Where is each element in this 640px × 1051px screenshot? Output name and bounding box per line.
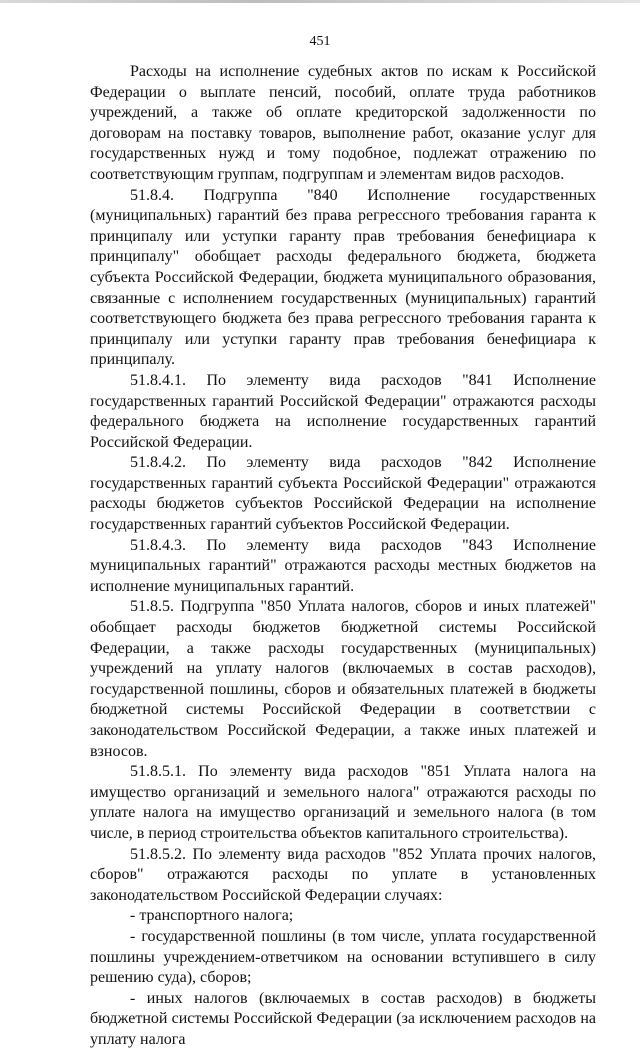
list-item-state-duty: - государственной пошлины (в том числе, уплата государственной пошлины учреждением-ответчиком на основании вступившего в силу решению суда), сборов;: [90, 927, 596, 987]
scan-top-edge: [0, 0, 640, 3]
paragraph-51-8-4: 51.8.4. Подгруппа "840 Исполнение государственных (муниципальных) гарантий без права регрессного требования гаранта к принципалу или уступки гаранту прав требования бенефициара к принципалу" обобщает расходы федерального бюджета, бюджета субъекта Российской Федерации, бюджета муниципального образования, связанные с исполнением государственных (муниципальных) гарантий соответствующего бюджета без права регрессного требования гаранта к принципалу или уступки гаранту прав требования бенефициара к принципалу.: [90, 186, 596, 369]
paragraph-51-8-5-2: 51.8.5.2. По элементу вида расходов "852 Уплата прочих налогов, сборов" отражаются расходы по уплате в установленных законодательством Российской Федерации случаях:: [90, 845, 596, 904]
paragraph-51-8-4-3: 51.8.4.3. По элементу вида расходов "843 Исполнение муниципальных гарантий" отражаются расходы местных бюджетов на исполнение муниципальных гарантий.: [90, 536, 596, 595]
paragraph-51-8-4-1: 51.8.4.1. По элементу вида расходов "841 Исполнение государственных гарантий Российской Федерации" отражаются расходы федерального бюджета на исполнение государственных гарантий Российской Федерации.: [90, 371, 596, 451]
paragraph-51-8-5-1: 51.8.5.1. По элементу вида расходов "851 Уплата налога на имущество организаций и земельного налога" отражаются расходы по уплате налога на имущество организаций и земельного налога (в том числе, в период строительства объектов капитального строительства).: [90, 763, 596, 842]
list-item-other-taxes: - иных налогов (включаемых в состав расходов) в бюджеты бюджетной системы Российской Федерации (за исключением расходов на уплату налога: [90, 989, 596, 1048]
list-item-transport-tax: - транспортного налога;: [130, 907, 294, 925]
paragraph-court-acts: Расходы на исполнение судебных актов по искам к Российской Федерации о выплате пенсий, пособий, оплате труда работников учреждений, а также об оплате кредиторской задолженности по договорам на поставку товаров, выполнение работ, оказание услуг для государственных нужд и тому подобное, подлежат отражению по соответствующим группам, подгруппам и элементам видов расходов.: [90, 63, 596, 183]
document-body: [90, 62, 596, 1051]
page-number: 451: [309, 34, 331, 49]
paragraph-51-8-5: 51.8.5. Подгруппа "850 Уплата налогов, сборов и иных платежей" обобщает расходы бюджетов бюджетной системы Российской Федерации, а также расходы государственных (муниципальных) учреждений на уплату налогов (включаемых в состав расходов), государственной пошлины, сборов и обязательных платежей в бюджеты бюджетной системы Российской Федерации в соответствии с законодательством Российской Федерации, а также иных платежей и взносов.: [90, 598, 596, 760]
paragraph-51-8-4-2: 51.8.4.2. По элементу вида расходов "842 Исполнение государственных гарантий субъекта Российской Федерации" отражаются расходы бюджетов субъектов Российской Федерации на исполнение государственных гарантий субъектов Российской Федерации.: [90, 454, 596, 534]
